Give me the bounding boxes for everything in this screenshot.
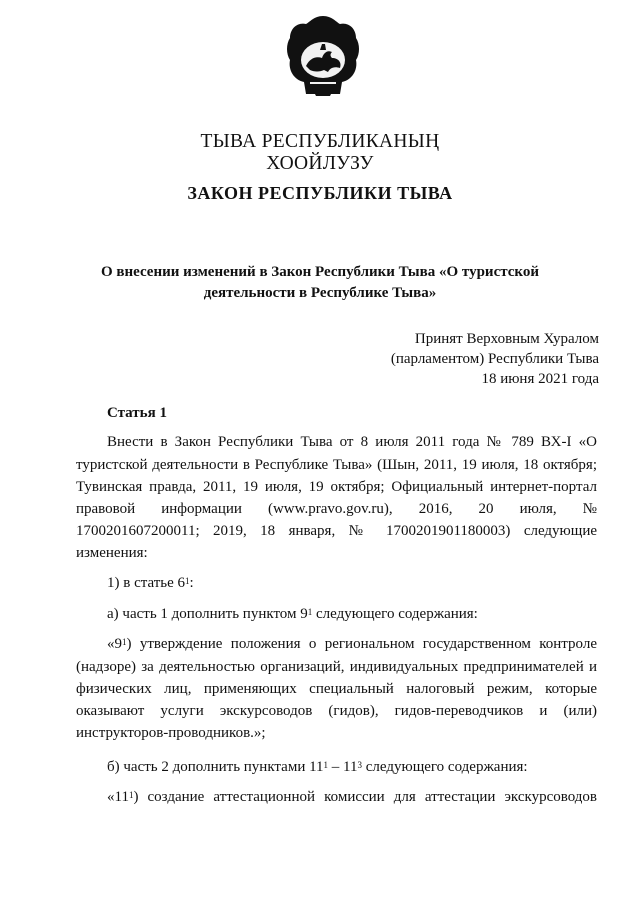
intro-line-2: туристской деятельности в Республике Тыва» (Шын, 2011, 19 июля, 18 октября;	[76, 457, 597, 473]
quote1-line-1: «$9^1$) утверждение положения о региональном государственном контроле	[107, 636, 597, 652]
parliament-name-line2: ХООЙЛУЗУ	[266, 153, 374, 174]
intro-line-1: Внести в Закон Республики Тыва от 8 июля 2011 года № 789 ВХ-I «О	[107, 434, 597, 450]
law-title: ЗАКОН РЕСПУБЛИКИ ТЫВА	[187, 183, 453, 203]
intro-line-6: изменения:	[76, 545, 148, 561]
quote1-line-2: (надзоре) за деятельностью организаций, индивидуальных предпринимателей и	[76, 659, 597, 675]
item-1: 1) в статье $6^1$:	[107, 575, 194, 591]
law-subject-line1: О внесении изменений в Закон Республики Тыва «О туристской	[100, 264, 540, 280]
parliament-name-line1: ТЫВА РЕСПУБЛИКАНЫҢ	[200, 131, 440, 152]
intro-line-4: правовой информации (www.pravo.gov.ru), 2016, 20 июля, №	[76, 501, 597, 517]
law-subject-line2: деятельности в Республике Тыва»	[203, 285, 437, 301]
quote1-line-5: инструкторов-проводников.»;	[76, 725, 266, 741]
item-b: б) часть 2 дополнить пунктами $11^1 - 11^3$ следующего содержания:	[107, 759, 528, 775]
adoption-line2: (парламентом) Республики Тыва	[390, 351, 599, 367]
quote1-line-3: физических лиц, применяющих специальный налоговый режим, которые	[76, 681, 597, 697]
quote1-line-4: оказывают услуги экскурсоводов (гидов), гидов-переводчиков и (или)	[76, 703, 597, 719]
item-a: а) часть 1 дополнить пунктом $9^1$ следующего содержания:	[107, 606, 478, 622]
intro-line-3: Тувинская правда, 2011, 19 июля, 19 октября; Официальный интернет-портал	[76, 479, 597, 495]
adoption-line1: Принят Верховным Хуралом	[414, 331, 599, 347]
coat-of-arms-emblem	[284, 14, 362, 98]
intro-line-5: 1700201607200011; 2019, 18 января, № 1700201901180003) следующие	[76, 523, 597, 539]
adoption-date: 18 июня 2021 года	[481, 371, 599, 387]
quote2-line-1: «$11^1$) создание аттестационной комиссии для аттестации экскурсоводов	[107, 789, 597, 805]
article-heading: Статья 1	[107, 405, 167, 421]
